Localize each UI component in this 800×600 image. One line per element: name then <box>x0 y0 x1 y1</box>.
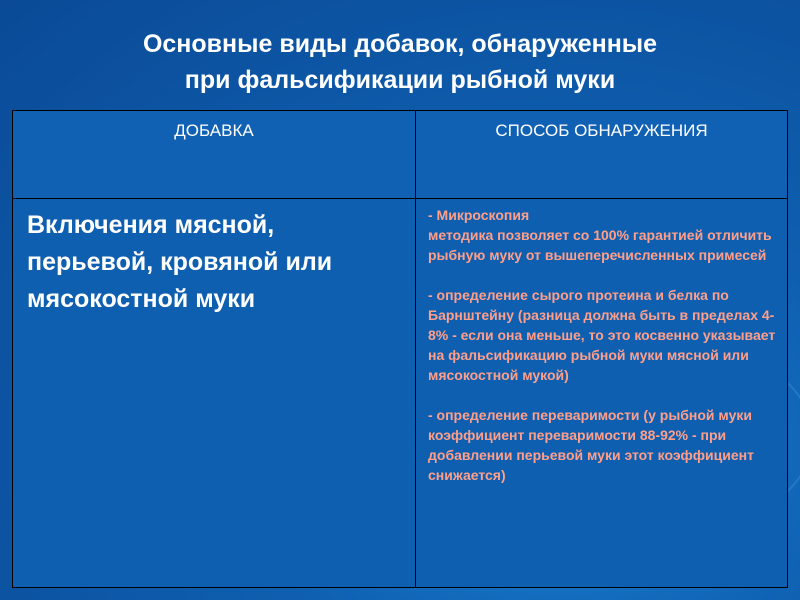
additive-cell: Включения мясной, перьевой, кровяной или мясокостной муки <box>13 199 416 588</box>
detection-methods-cell <box>416 199 788 588</box>
method-microscopy-description: методика позволяет со 100% гарантией отличить рыбную муку от вышеперечисленных примесей <box>428 227 772 263</box>
column-header-additive: ДОБАВКА <box>13 111 416 199</box>
method-protein-text: - определение сырого протеина и белка по Барнштейну (разница должна быть в пределах 4-8% - если она меньше, то это косвенно указывает на фальсификацию рыбной муки мясной или мясокостной мукой) <box>428 287 776 383</box>
method-microscopy-title: - Микроскопия <box>428 207 530 223</box>
method-protein <box>428 285 777 385</box>
column-header-detection-method: СПОСОБ ОБНАРУЖЕНИЯ <box>416 111 788 199</box>
slide-title-line-1: Основные виды добавок, обнаруженные <box>142 30 658 58</box>
method-microscopy <box>428 205 777 265</box>
additives-table <box>12 110 788 588</box>
slide-title <box>0 26 800 98</box>
table-header-row <box>13 111 788 199</box>
method-digestibility-text: - определение переваримости (у рыбной муки коэффициент переваримости 88-92% - при добавлении перьевой муки этот коэффициент снижается) <box>428 407 754 483</box>
method-digestibility <box>428 405 777 485</box>
slide-title-line-2: при фальсификации рыбной муки <box>184 66 616 94</box>
table-row <box>13 199 788 588</box>
